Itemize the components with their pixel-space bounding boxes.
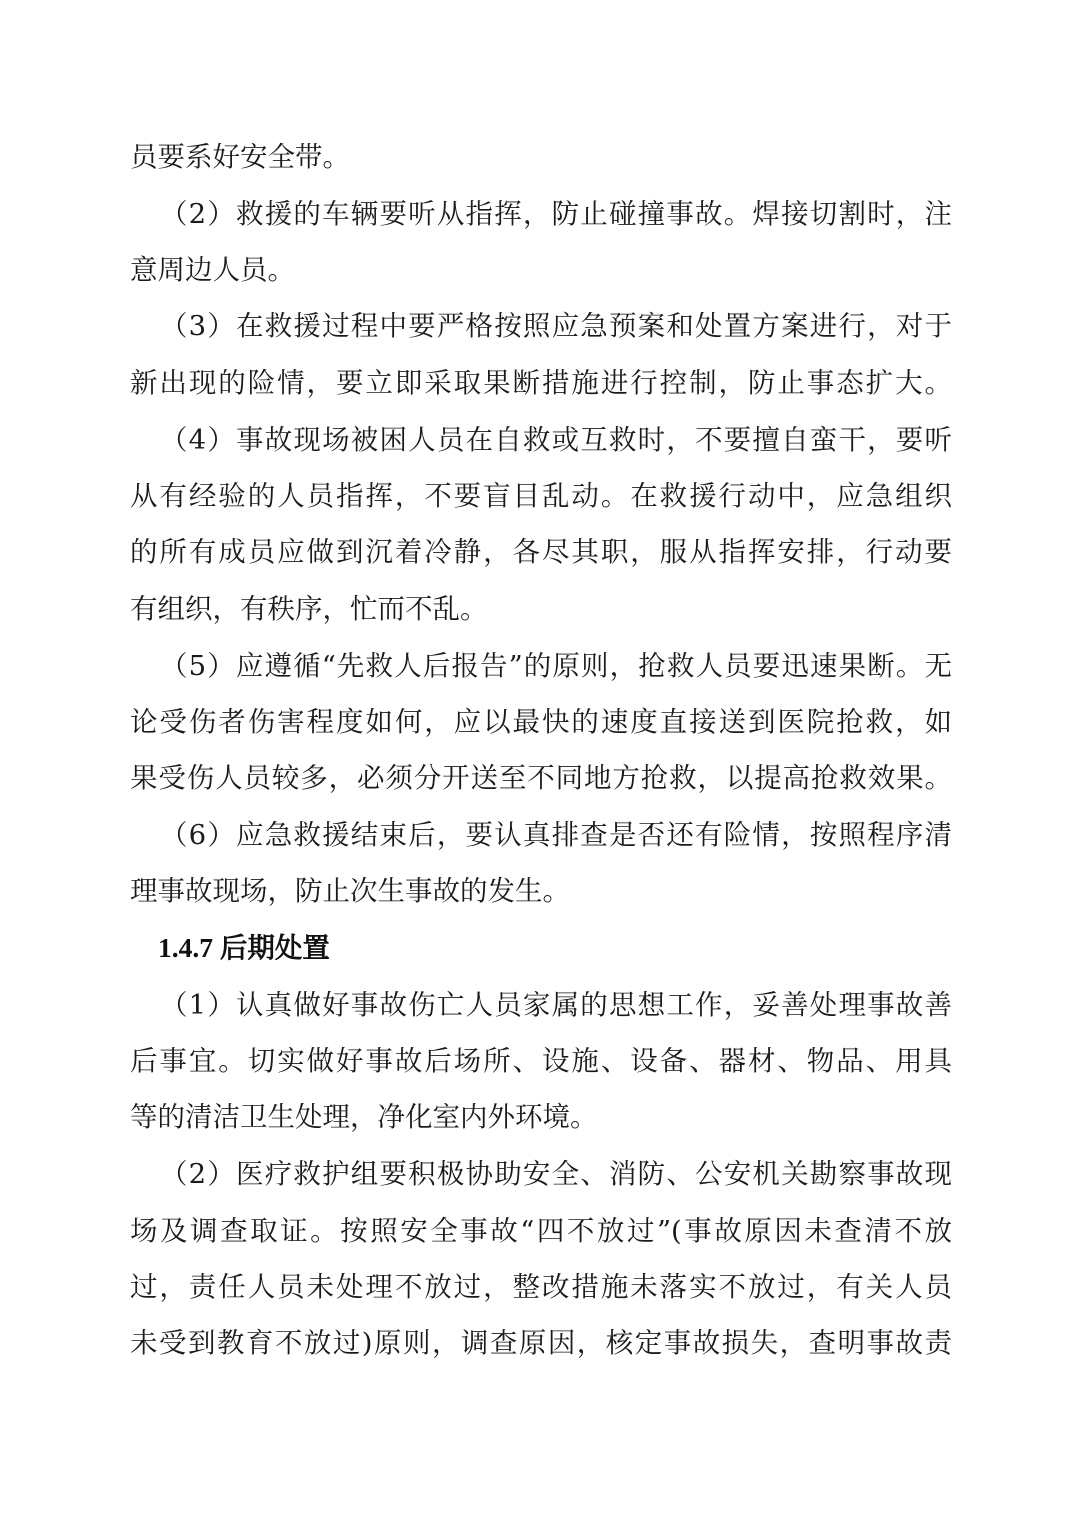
paragraph-line: （4）事故现场被困人员在自救或互救时，不要擅自蛮干，要听 [160, 424, 952, 456]
paragraph-line: 员要系好安全带。 [130, 141, 350, 173]
paragraph-line: 论受伤者伤害程度如何，应以最快的速度直接送到医院抢救，如 [130, 706, 952, 738]
paragraph-line: （5）应遵循“先救人后报告”的原则，抢救人员要迅速果断。无 [160, 650, 952, 682]
paragraph-line: 果受伤人员较多，必须分开送至不同地方抢救，以提高抢救效果。 [130, 762, 952, 794]
paragraph-line: 新出现的险情，要立即采取果断措施进行控制，防止事态扩大。 [130, 367, 952, 399]
paragraph-line: （3）在救援过程中要严格按照应急预案和处置方案进行，对于 [160, 310, 952, 342]
paragraph-line: 过，责任人员未处理不放过，整改措施未落实不放过，有关人员 [130, 1271, 952, 1303]
paragraph-line: 理事故现场，防止次生事故的发生。 [130, 875, 570, 907]
paragraph-line: （2）救援的车辆要听从指挥，防止碰撞事故。焊接切割时，注 [160, 198, 952, 230]
paragraph-line: （1）认真做好事故伤亡人员家属的思想工作，妥善处理事故善 [160, 989, 952, 1021]
paragraph-line: 的所有成员应做到沉着冷静，各尽其职，服从指挥安排，行动要 [130, 536, 952, 568]
paragraph-line: 后事宜。切实做好事故后场所、设施、设备、器材、物品、用具 [130, 1045, 952, 1077]
paragraph-line: 从有经验的人员指挥，不要盲目乱动。在救援行动中，应急组织 [130, 480, 952, 512]
section-heading: 1.4.7 后期处置 [158, 932, 330, 963]
paragraph-line: （2）医疗救护组要积极协助安全、消防、公安机关勘察事故现 [160, 1158, 952, 1190]
paragraph-line: 有组织，有秩序，忙而不乱。 [130, 593, 488, 625]
paragraph-line: 未受到教育不放过)原则，调查原因，核定事故损失，查明事故责 [130, 1327, 952, 1359]
paragraph-line: 场及调查取证。按照安全事故“四不放过”(事故原因未查清不放 [130, 1215, 952, 1247]
paragraph-line: 等的清洁卫生处理，净化室内外环境。 [130, 1101, 598, 1133]
paragraph-line: 意周边人员。 [130, 254, 295, 286]
paragraph-line: （6）应急救援结束后，要认真排查是否还有险情，按照程序清 [160, 819, 952, 851]
